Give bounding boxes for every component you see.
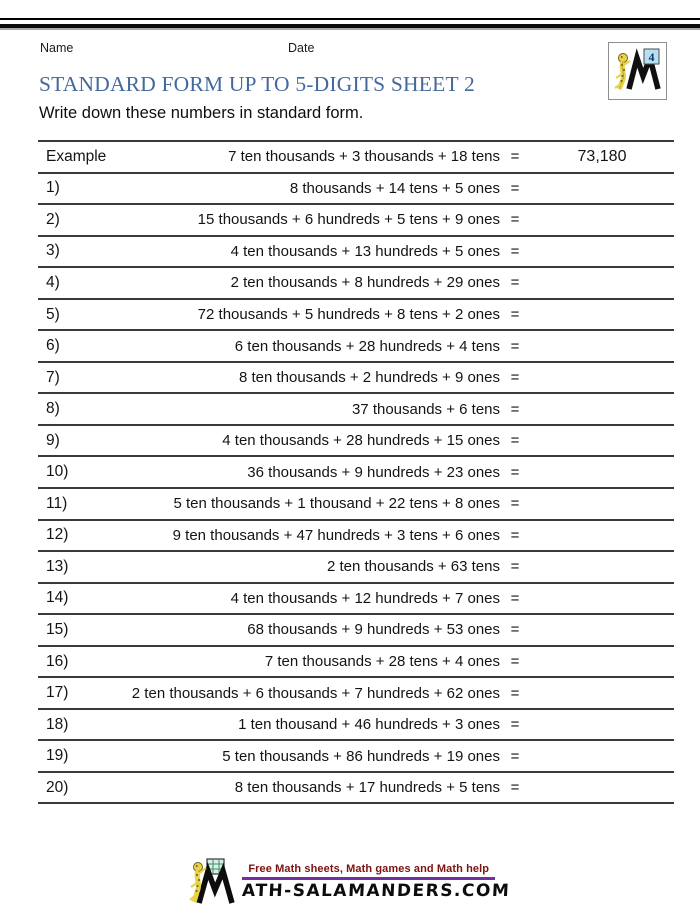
row-expression: 2 ten thousands + 63 tens <box>326 558 500 576</box>
row-equals: = <box>510 369 520 387</box>
row-expression: 72 thousands + 5 hundreds + 8 tens + 2 ones <box>197 306 500 323</box>
row-equals: = <box>510 653 520 671</box>
row-equals: = <box>510 211 520 229</box>
table-row <box>38 331 674 363</box>
row-number: 8) <box>46 400 60 418</box>
table-row <box>38 394 674 426</box>
table-row <box>38 710 674 742</box>
logo-badge-number: 4 <box>648 50 654 64</box>
row-equals: = <box>510 558 520 576</box>
row-expression: 4 ten thousands + 12 hundreds + 7 ones <box>230 589 500 607</box>
page-title: STANDARD FORM UP TO 5-DIGITS SHEET 2 <box>39 72 475 96</box>
example-equals: = <box>510 148 520 166</box>
row-number: 6) <box>46 337 60 355</box>
table-row <box>38 205 674 237</box>
row-equals: = <box>510 621 520 639</box>
row-equals: = <box>510 495 520 513</box>
row-number: 10) <box>46 463 69 481</box>
row-equals: = <box>510 400 520 418</box>
row-equals: = <box>510 242 520 260</box>
row-equals: = <box>510 526 520 544</box>
table-row <box>38 363 674 395</box>
row-expression: 4 ten thousands + 28 hundreds + 15 ones <box>222 432 500 450</box>
row-equals: = <box>510 779 520 797</box>
row-equals: = <box>510 179 520 197</box>
row-number: 15) <box>46 620 69 638</box>
row-expression: 9 ten thousands + 47 hundreds + 3 tens + 6 ones <box>172 526 500 544</box>
row-equals: = <box>510 337 520 355</box>
date-label: Date <box>288 41 315 55</box>
salamander-logo-icon <box>613 46 663 96</box>
footer-text-block <box>242 863 510 905</box>
table-row <box>38 237 674 269</box>
table-row <box>38 521 674 553</box>
row-expression: 8 thousands + 14 tens + 5 ones <box>289 179 500 197</box>
table-row <box>38 268 674 300</box>
row-number: 2) <box>46 210 60 228</box>
row-number: 11) <box>46 494 68 512</box>
table-row <box>38 741 674 773</box>
table-row <box>38 552 674 584</box>
math-salamanders-logo-box <box>608 42 667 100</box>
table-row <box>38 457 674 489</box>
row-equals: = <box>510 274 520 292</box>
row-number: 20) <box>46 778 69 796</box>
row-number: 12) <box>46 526 69 544</box>
row-expression: 7 ten thousands + 28 tens + 4 ones <box>264 653 500 671</box>
row-expression: 5 ten thousands + 86 hundreds + 19 ones <box>222 747 500 765</box>
row-expression: 2 ten thousands + 8 hundreds + 29 ones <box>230 274 500 292</box>
row-number: 9) <box>46 431 60 449</box>
row-expression: 68 thousands + 9 hundreds + 53 ones <box>247 621 500 639</box>
row-expression: 37 thousands + 6 tens <box>351 400 500 418</box>
table-row <box>38 584 674 616</box>
table-row <box>38 773 674 805</box>
row-expression: 8 ten thousands + 2 hundreds + 9 ones <box>238 369 500 387</box>
page-top-bar <box>0 24 700 30</box>
row-number: 4) <box>46 273 60 291</box>
row-number: 3) <box>46 242 60 260</box>
name-label: Name <box>40 41 74 55</box>
table-row <box>38 489 674 521</box>
row-number: 1) <box>46 179 60 197</box>
footer-tagline: Free Math sheets, Math games and Math help <box>242 863 495 880</box>
row-expression: 6 ten thousands + 28 hundreds + 4 tens <box>234 337 500 355</box>
row-number: 16) <box>46 652 69 670</box>
page-top-rule <box>0 18 700 20</box>
row-number: 5) <box>46 305 60 323</box>
row-number: 18) <box>46 715 69 733</box>
row-equals: = <box>510 684 520 702</box>
row-equals: = <box>510 716 520 734</box>
example-row <box>38 142 674 174</box>
footer-salamander-logo-icon <box>189 857 241 905</box>
row-number: 13) <box>46 557 69 575</box>
example-expression: 7 ten thousands + 3 thousands + 18 tens <box>228 148 500 166</box>
row-number: 17) <box>46 684 69 702</box>
row-equals: = <box>510 747 520 765</box>
footer <box>0 857 700 905</box>
row-expression: 2 ten thousands + 6 thousands + 7 hundreds + 62 ones <box>131 684 500 702</box>
table-row <box>38 615 674 647</box>
row-equals: = <box>510 306 520 323</box>
worksheet-table <box>38 140 674 804</box>
row-expression: 5 ten thousands + 1 thousand + 22 tens + 8 ones <box>173 495 500 513</box>
example-label: Example <box>46 147 107 165</box>
row-number: 14) <box>46 589 69 607</box>
example-answer: 73,180 <box>577 147 627 165</box>
row-expression: 36 thousands + 9 hundreds + 23 ones <box>247 463 500 481</box>
row-number: 19) <box>46 747 69 765</box>
row-expression: 1 ten thousand + 46 hundreds + 3 ones <box>238 716 500 734</box>
row-expression: 15 thousands + 6 hundreds + 5 tens + 9 ones <box>197 211 500 229</box>
row-equals: = <box>510 589 520 607</box>
footer-site-name: ATH-SALAMANDERS.COM <box>241 881 512 901</box>
instruction-text: Write down these numbers in standard form. <box>39 104 364 122</box>
table-row <box>38 678 674 710</box>
row-expression: 4 ten thousands + 13 hundreds + 5 ones <box>230 242 500 260</box>
row-equals: = <box>510 432 520 450</box>
table-row <box>38 174 674 206</box>
row-expression: 8 ten thousands + 17 hundreds + 5 tens <box>234 779 500 797</box>
table-row <box>38 300 674 332</box>
row-equals: = <box>510 463 520 481</box>
table-row <box>38 426 674 458</box>
row-number: 7) <box>46 368 60 386</box>
table-row <box>38 647 674 679</box>
